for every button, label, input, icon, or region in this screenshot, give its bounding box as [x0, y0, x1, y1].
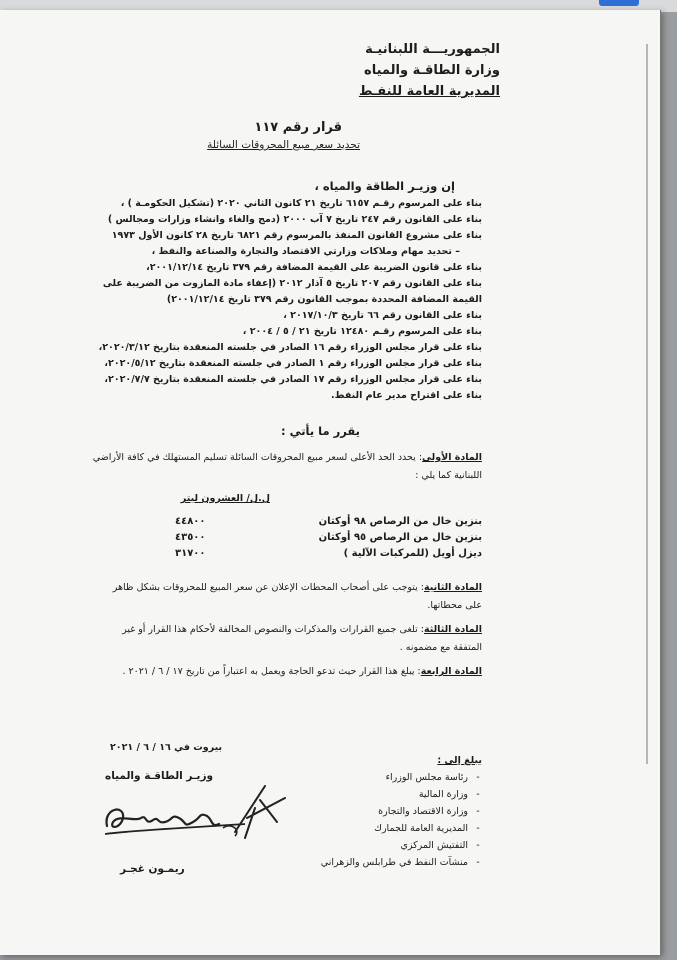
- fuel-name: ديزل أويل (للمركبات الآلية ): [343, 548, 482, 559]
- distribution-list: [321, 772, 482, 874]
- article-2: [113, 582, 482, 593]
- minister-name: ريمـون غجـر: [120, 863, 185, 875]
- preamble-line-9: بناء على المرسوم رقـم ١٢٤٨٠ تاريخ ٢١ / ٥ / ٢٠٠٤ ،: [242, 326, 482, 337]
- article-3-label: المادة الثالثة: [423, 624, 482, 635]
- article-4: [122, 666, 482, 677]
- preamble-line-11: بناء على قرار مجلس الوزراء رقم ١ الصادر في جلسته المنعقدة بتاريخ ٢٠٢٠/٥/١٢،: [104, 358, 482, 369]
- article-2-label: المادة الثانية: [423, 582, 482, 593]
- preamble-line-6: بناء على القانون رقم ٢٠٧ تاريخ ٥ آذار ٢٠١٢ (إعفاء مادة المازوت من الضريبة على: [102, 278, 482, 289]
- header-directorate: المديرية العامة للنفـط: [358, 84, 500, 99]
- article-3: [122, 624, 482, 635]
- fuel-price-row: [0, 548, 660, 562]
- preamble-line-5: بناء على قانون الضريبة على القيمة المضافة رقم ٣٧٩ تاريخ ٢٠٠١/١٢/١٤،: [146, 262, 482, 273]
- signature-scribble-icon: [95, 778, 290, 858]
- bullet-icon: -: [476, 823, 480, 834]
- bullet-icon: -: [476, 840, 480, 851]
- document-page: [0, 10, 661, 955]
- article-1-label: المادة الأولى: [422, 452, 482, 463]
- bullet-icon: -: [476, 857, 480, 868]
- place-and-date: بيروت في ١٦ / ٦ / ٢٠٢١: [110, 742, 223, 753]
- distribution-heading: يبلغ إلى :: [437, 755, 482, 766]
- price-unit-label: ل.ل/ العشرون ليتر: [180, 493, 270, 504]
- article-3-text-2: المتفقة مع مضمونه .: [399, 642, 482, 653]
- article-1-text: : يحدد الحد الأعلى لسعر مبيع المحروقات السائلة تسليم المستهلك في كافة الأراضي: [92, 452, 423, 463]
- preamble-line-8: بناء على القانون رقم ٦٦ تاريخ ٢٠١٧/١٠/٣ ،: [283, 310, 482, 321]
- minister-title: وزيـر الطاقـة والمياه: [105, 770, 214, 782]
- preamble-line-10: بناء على قرار مجلس الوزراء رقم ١٦ الصادر في جلسته المنعقدة بتاريخ ٢٠٢٠/٣/١٢،: [98, 342, 482, 353]
- preamble-line-2: بناء على القانون رقم ٢٤٧ تاريخ ٧ آب ٢٠٠٠ (دمج والغاء وانشاء وزارات ومجالس ): [107, 214, 482, 225]
- distribution-item: -وزارة المالية: [321, 789, 482, 806]
- viewer-top-button[interactable]: [599, 0, 639, 6]
- distribution-item: -منشآت النفط في طرابلس والزهراني: [321, 857, 482, 874]
- preamble-intro-text: إن وزيـر الطاقة والمياه ،: [314, 179, 455, 193]
- decides-heading: يقرر ما يأتي :: [280, 424, 360, 438]
- preamble-line-12: بناء على قرار مجلس الوزراء رقم ١٧ الصادر في جلسته المنعقدة بتاريخ ٢٠٢٠/٧/٧،: [104, 374, 482, 385]
- fuel-price: ٤٣٥٠٠: [175, 532, 206, 543]
- fuel-price-row: [0, 516, 660, 530]
- preamble-line-4: – تحديد مهام وملاكات وزارتي الاقتصاد والتجارة والصناعة والنفط ،: [151, 246, 460, 257]
- fuel-name: بنزين خال من الرصاص ٩٨ أوكتان: [318, 516, 482, 527]
- article-2-text: : يتوجب على أصحاب المحطات الإعلان عن سعر المبيع للمحروقات بشكل ظاهر: [112, 582, 424, 593]
- article-2-text-2: على محطاتها.: [427, 600, 482, 611]
- preamble-line-13: بناء على اقتراح مدير عام النفط.: [331, 390, 482, 401]
- preamble-line-3: بناء على مشروع القانون المنفذ بالمرسوم رقم ٦٨٢١ تاريخ ٢٨ كانون الأول ١٩٧٣: [111, 230, 482, 241]
- distribution-item: -التفتيش المركزي: [321, 840, 482, 857]
- bullet-icon: -: [476, 789, 480, 800]
- article-1-text-2: اللبنانية كما يلي :: [415, 470, 482, 481]
- fuel-price: ٣١٧٠٠: [175, 548, 206, 559]
- bullet-icon: -: [476, 772, 480, 783]
- article-3-text: : تلغى جميع القرارات والمذكرات والنصوص المخالفة لأحكام هذا القرار أو غير: [122, 624, 424, 635]
- fuel-price-row: [0, 532, 660, 546]
- distribution-item: -المديرية العامة للجمارك: [321, 823, 482, 840]
- distribution-item: -رئاسة مجلس الوزراء: [321, 772, 482, 789]
- page-edge-line: [646, 44, 648, 764]
- header-republic: الجمهوريـــة اللبنانيـة: [365, 42, 500, 57]
- article-4-text: : يبلغ هذا القرار حيث تدعو الحاجة ويعمل به اعتباراً من تاريخ ١٧ / ٦ / ٢٠٢١ .: [122, 666, 421, 677]
- decision-title: قرار رقم ١١٧: [254, 120, 342, 135]
- fuel-price: ٤٤٨٠٠: [175, 516, 206, 527]
- decision-subject: تحديد سعر مبيع المحروقات السائلة: [207, 139, 360, 151]
- preamble-line-1: بناء على المرسوم رقـم ٦١٥٧ تاريخ ٢١ كانون الثاني ٢٠٢٠ (تشكيل الحكومـة ) ،: [120, 198, 482, 209]
- article-4-label: المادة الرابعة: [420, 666, 482, 677]
- fuel-name: بنزين خال من الرصاص ٩٥ أوكتان: [318, 532, 482, 543]
- distribution-item: -وزارة الاقتصاد والتجارة: [321, 806, 482, 823]
- bullet-icon: -: [476, 806, 480, 817]
- article-1: [93, 452, 482, 463]
- header-ministry: وزارة الطاقـة والمياه: [364, 63, 500, 78]
- preamble-line-7: القيمة المضافة المحددة بموجب القانون رقم ٣٧٩ تاريخ ٢٠٠١/١٢/١٤): [166, 294, 482, 305]
